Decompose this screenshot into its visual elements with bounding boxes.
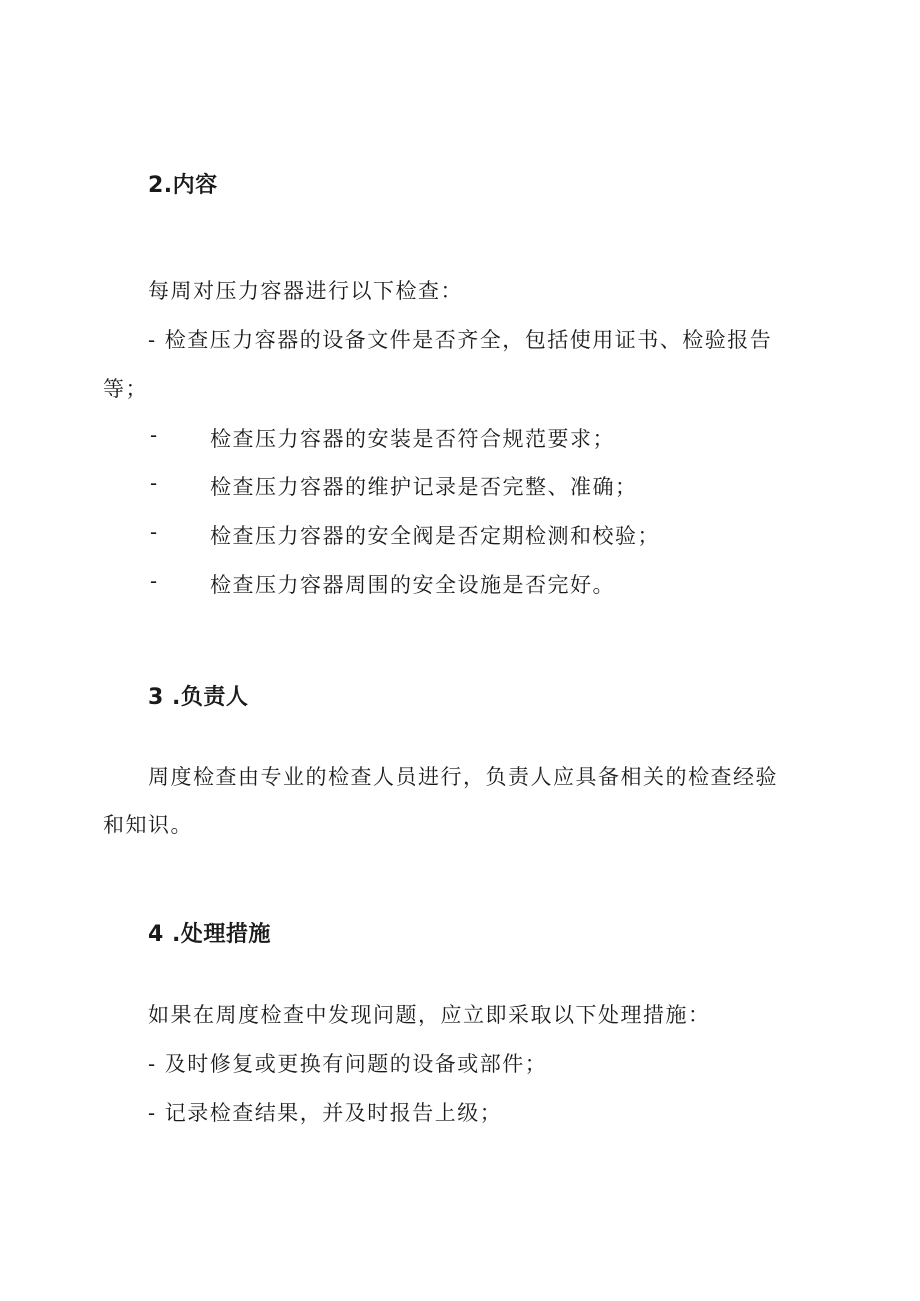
- section-2-item-1-line-1: - 检查压力容器的设备文件是否齐全，包括使用证书、检验报告: [148, 328, 773, 352]
- list-bullet: -: [150, 569, 158, 593]
- list-bullet: -: [150, 471, 158, 495]
- section-4-item-2: - 记录检查结果，并及时报告上级；: [148, 1101, 503, 1125]
- section-3-heading: 3 .负责人: [148, 685, 249, 710]
- section-2-item-4: 检查压力容器的安全阀是否定期检测和校验；: [210, 524, 660, 548]
- section-2-item-5: 检查压力容器周围的安全设施是否完好。: [210, 573, 615, 597]
- section-2-item-3: 检查压力容器的维护记录是否完整、准确；: [210, 475, 638, 499]
- section-2-intro: 每周对压力容器进行以下检查：: [148, 279, 463, 303]
- section-4-item-1: - 及时修复或更换有问题的设备或部件；: [148, 1052, 548, 1076]
- section-4-heading: 4 .处理措施: [148, 922, 271, 947]
- section-2-item-1-line-2: 等；: [103, 377, 148, 401]
- section-3-para-line-2: 和知识。: [103, 813, 193, 837]
- list-bullet: -: [150, 423, 158, 447]
- list-bullet: -: [150, 520, 158, 544]
- section-3-para-line-1: 周度检查由专业的检查人员进行，负责人应具备相关的检查经验: [148, 765, 778, 789]
- section-2-heading: 2.内容: [148, 173, 218, 198]
- section-2-item-2: 检查压力容器的安装是否符合规范要求；: [210, 427, 615, 451]
- section-4-intro: 如果在周度检查中发现问题，应立即采取以下处理措施：: [148, 1003, 711, 1027]
